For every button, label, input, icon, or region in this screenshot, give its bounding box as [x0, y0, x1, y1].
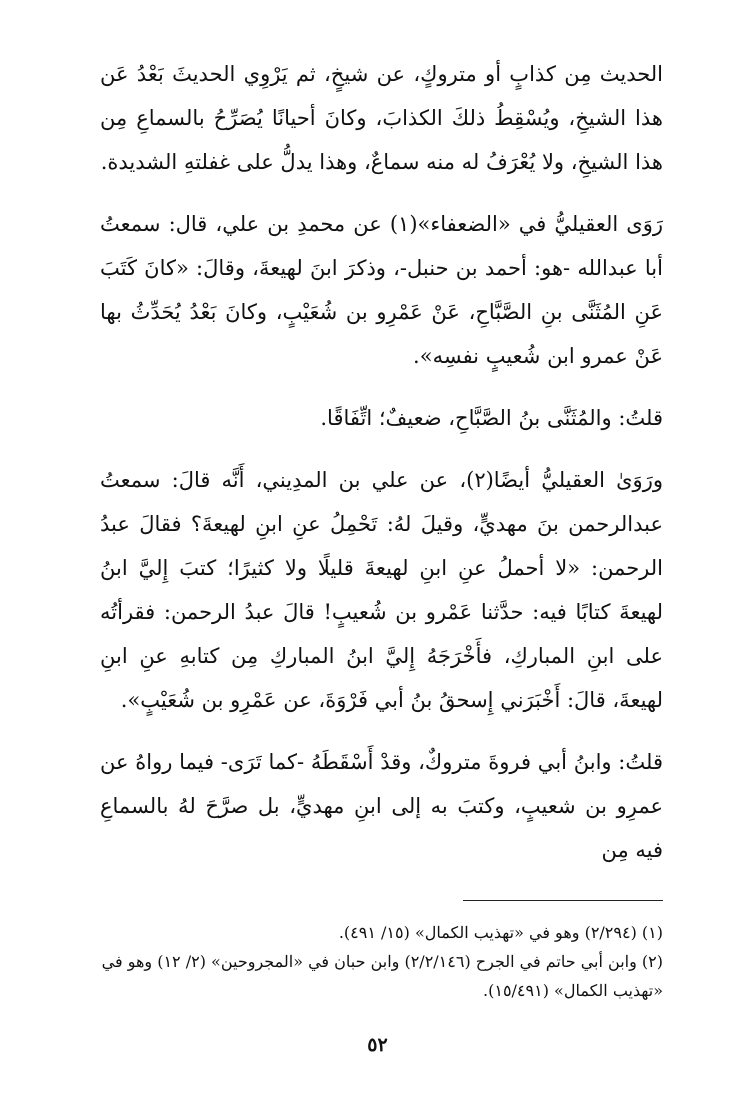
paragraph-1: الحديث مِن كذابٍ أو متروكٍ، عن شيخٍ، ثم يَرْوِي الحديثَ بَعْدُ عَن هذا الشيخِ، ويُسْقِطُ ذلكَ الكذابَ، وكانَ أحيانًا يُصَرِّحُ بالسماعِ مِن هذا الشيخِ، ولا يُعْرَفُ له منه سماعٌ، وهذا يدلُّ على غفلتهِ الشديدة.	[100, 62, 663, 174]
footnotes	[88, 918, 663, 1005]
paragraph-5: قلتُ: وابنُ أبي فروةَ متروكٌ، وقدْ أَسْقَطَهُ -كما تَرَى- فيما رواهُ عن عمرِو بن شعيبٍ، وكتبَ به إلى ابنِ مهديٍّ، بل صرَّحَ لهُ بالسماعِ فيه مِن	[100, 750, 663, 862]
paragraph-3: قلتُ: والمُثَنَّى بنُ الصَّبَّاحِ، ضعيفٌ؛ اتِّفَاقًا.	[320, 406, 663, 430]
footnote-2: (٢) وابن أبي حاتم في الجرح (٢/٢/١٤٦) وابن حبان في «المجروحين» (٢/ ١٢) وهو في «تهذيب الكمال» (١٥/٤٩١).	[101, 952, 663, 1000]
paragraph-4: ورَوَىٰ العقيليُّ أيضًا(٢)، عن علي بن المدِيني، أَنَّه قالَ: سمعتُ عبدالرحمن بنَ مهديٍّ، وقيلَ لهُ: تَحْمِلُ عنِ ابنِ لهيعةَ؟ فقالَ عبدُ الرحمن: «لا أحملُ عنِ ابنِ لهيعةَ قليلًا ولا كثيرًا؛ كتبَ إِليَّ ابنُ لهيعةَ كتابًا فيه: حدَّثنا عَمْرو بن شُعيبٍ! قالَ عبدُ الرحمن: فقرأتُه على ابنِ المباركِ، فأَخْرَجَهُ إِليَّ ابنُ المباركِ مِن كتابهِ عنِ ابنِ لهيعةَ، قالَ: أَخْبَرَني إِسحقُ بنُ أبي فَرْوَةَ، عن عَمْرِو بن شُعَيْبٍ».	[100, 468, 663, 712]
footnote-divider	[463, 900, 663, 901]
footnote-1: (١) (٢/٢٩٤) وهو في «تهذيب الكمال» (١٥/ ٤٩١).	[338, 923, 663, 942]
page-number: ٥٢	[367, 1034, 388, 1056]
paragraph-2: رَوَى العقيليُّ في «الضعفاء»(١) عن محمدِ بن علي، قال: سمعتُ أبا عبدالله -هو: أحمد بن حنبل-، وذكرَ ابنَ لهيعةَ، وقالَ: «كانَ كَتَبَ عَنِ المُثَنَّى بنِ الصَّبَّاحِ، عَنْ عَمْرِو بن شُعَيْبٍ، وكانَ بَعْدُ يُحَدِّثُ بها عَنْ عمرو ابن شُعيبٍ نفسِه».	[100, 212, 663, 368]
